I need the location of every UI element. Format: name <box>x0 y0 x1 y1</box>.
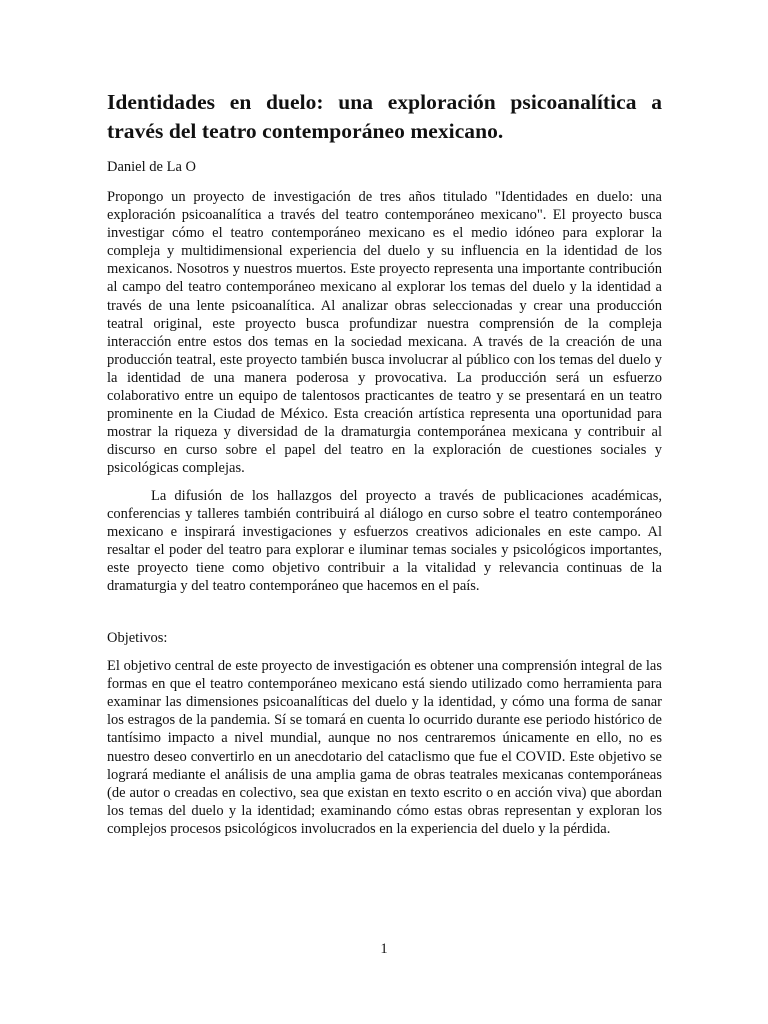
objectives-paragraph: El objetivo central de este proyecto de investigación es obtener una comprensión integral de las formas en que el teatro contemporáneo mexicano está siendo utilizado como herramienta para examinar las dimensiones psicoanalíticas del duelo y la identidad, y cómo una forma de sanar los estragos de la pandemia. Sí se tomará en cuenta lo ocurrido durante ese periodo histórico de tantísimo impacto a nivel mundial, aunque no nos centraremos únicamente en ello, no es nuestro deseo convertirlo en un anecdotario del cataclismo que fue el COVID. Este objetivo se logrará mediante el análisis de una amplia gama de obras teatrales mexicanas contemporáneas (de autor o creadas en colectivo, sea que existan en texto escrito o en acción viva) que abordan los temas del duelo y la identidad; examinando cómo estas obras representan y exploran los complejos procesos psicológicos involucrados en la experiencia del duelo y la pérdida. <box>107 658 662 837</box>
document-title: Identidades en duelo: una exploración psicoanalítica a través del teatro contemporáneo mexicano. <box>107 90 662 143</box>
intro-paragraph: Propongo un proyecto de investigación de tres años titulado "Identidades en duelo: una exploración psicoanalítica a través del teatro contemporáneo mexicano". El proyecto busca investigar cómo el teatro contemporáneo mexicano es el medio idóneo para explorar la compleja y multidimensional experiencia del duelo y su influencia en la identidad de los mexicanos. Nosotros y nuestros muertos. Este proyecto representa una importante contribución al campo del teatro contemporáneo mexicano al explorar los temas del duelo y la identidad a través de una lente psicoanalítica. Al analizar obras seleccionadas y crear una producción teatral original, este proyecto busca profundizar nuestra comprensión de la compleja interacción entre estos dos temas en la sociedad mexicana. A través de la creación de una producción teatral, este proyecto también busca involucrar al público con los temas del duelo y la identidad de una manera poderosa y provocativa. La producción será un esfuerzo colaborativo entre un equipo de talentosos practicantes de teatro y se presentará en un teatro prominente en la Ciudad de México. Esta creación artística representa una oportunidad para mostrar la riqueza y diversidad de la dramaturgia contemporánea mexicana y contribuir al discurso en curso sobre el papel del teatro en la exploración de cuestiones sociales y psicológicas complejas. <box>107 189 662 477</box>
dissemination-paragraph: La difusión de los hallazgos del proyecto a través de publicaciones académicas, conferencias y talleres también contribuirá al diálogo en curso sobre el teatro contemporáneo mexicano e inspirará investigaciones y esfuerzos creativos adicionales en este campo. Al resaltar el poder del teatro para explorar e iluminar temas sociales y psicológicos importantes, este proyecto tiene como objetivo contribuir a la vitalidad y relevancia continuas de la dramaturgia y del teatro contemporáneo que hacemos en el país. <box>107 487 662 594</box>
page-number: 1 <box>380 941 388 957</box>
author-name: Daniel de La O <box>107 159 196 175</box>
objectives-heading: Objetivos: <box>107 630 168 647</box>
document-page <box>107 88 662 838</box>
